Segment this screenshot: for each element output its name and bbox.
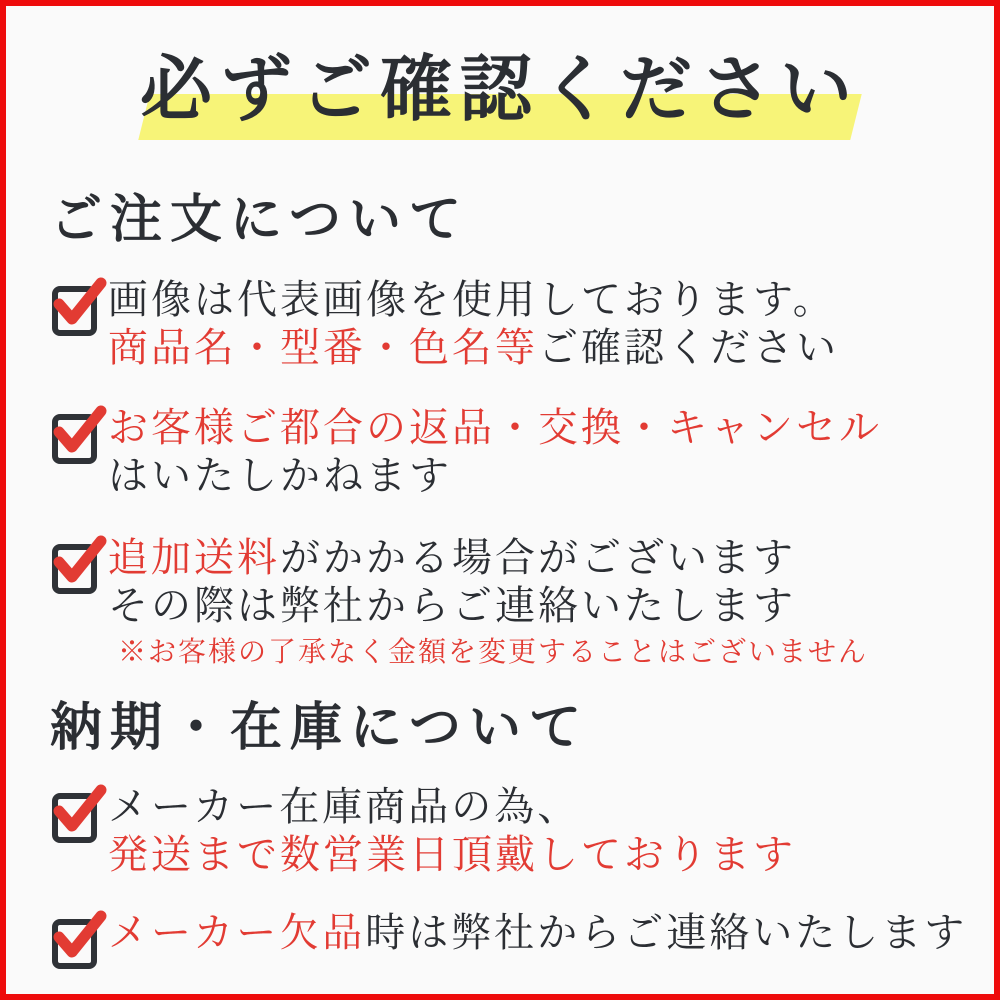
checkmark-icon (51, 783, 107, 839)
item-text-segment-red: 発送まで数営業日頂戴しております (108, 831, 796, 877)
item-text-segment: 時は弊社からご連絡いたします (365, 909, 968, 955)
checkmark-icon (51, 276, 107, 332)
page-title: 必ずご確認ください (139, 50, 860, 130)
item-text-segment: ご確認ください (538, 325, 839, 371)
item-text (108, 909, 967, 957)
section-heading-delivery: 納期・在庫について (50, 700, 589, 758)
item-line (108, 276, 839, 324)
item-text-segment-red: メーカー欠品 (108, 909, 366, 955)
item-line (108, 831, 796, 879)
checkbox-checked-icon (50, 911, 102, 963)
checkbox-checked-icon (50, 785, 102, 837)
list-item-maker-stock (50, 783, 950, 879)
checkmark-icon (51, 534, 107, 590)
item-line (108, 909, 967, 957)
item-text-segment: 画像は代表画像を使用しております。 (108, 277, 836, 323)
item-line (108, 324, 839, 372)
checkbox-checked-icon (50, 278, 102, 330)
item-text-segment: その際は弊社からご連絡いたします (108, 583, 796, 629)
section-heading-orders: ご注文について (50, 192, 469, 249)
item-line (108, 783, 796, 831)
checkbox-checked-icon (50, 536, 102, 588)
item-text (108, 276, 839, 372)
item-line (108, 582, 868, 630)
list-item-representative-image (50, 276, 950, 372)
item-text-segment: はいたしかねます (108, 453, 452, 499)
list-item-maker-shortage (50, 909, 968, 963)
list-item-extra-shipping (50, 534, 950, 670)
item-text-segment-red: 商品名・型番・色名等 (108, 325, 538, 371)
checkbox-checked-icon (50, 406, 102, 458)
item-text-segment: メーカー在庫商品の為、 (108, 783, 581, 829)
item-text-segment-red: 追加送料 (108, 535, 280, 581)
item-line (108, 452, 882, 500)
item-line (108, 534, 868, 582)
item-footnote: ※お客様の了承なく金額を変更することはございません (118, 637, 869, 669)
list-item-no-returns (50, 404, 950, 500)
page-title-block (50, 40, 950, 140)
checkmark-icon (51, 404, 107, 460)
item-text (108, 534, 868, 670)
item-text (108, 404, 882, 500)
item-text (108, 783, 796, 879)
item-text-segment-red: お客様ご都合の返品・交換・キャンセル (108, 405, 882, 451)
item-text-segment: がかかる場合がございます (280, 535, 796, 581)
checkmark-icon (51, 909, 107, 965)
item-line (108, 404, 882, 452)
